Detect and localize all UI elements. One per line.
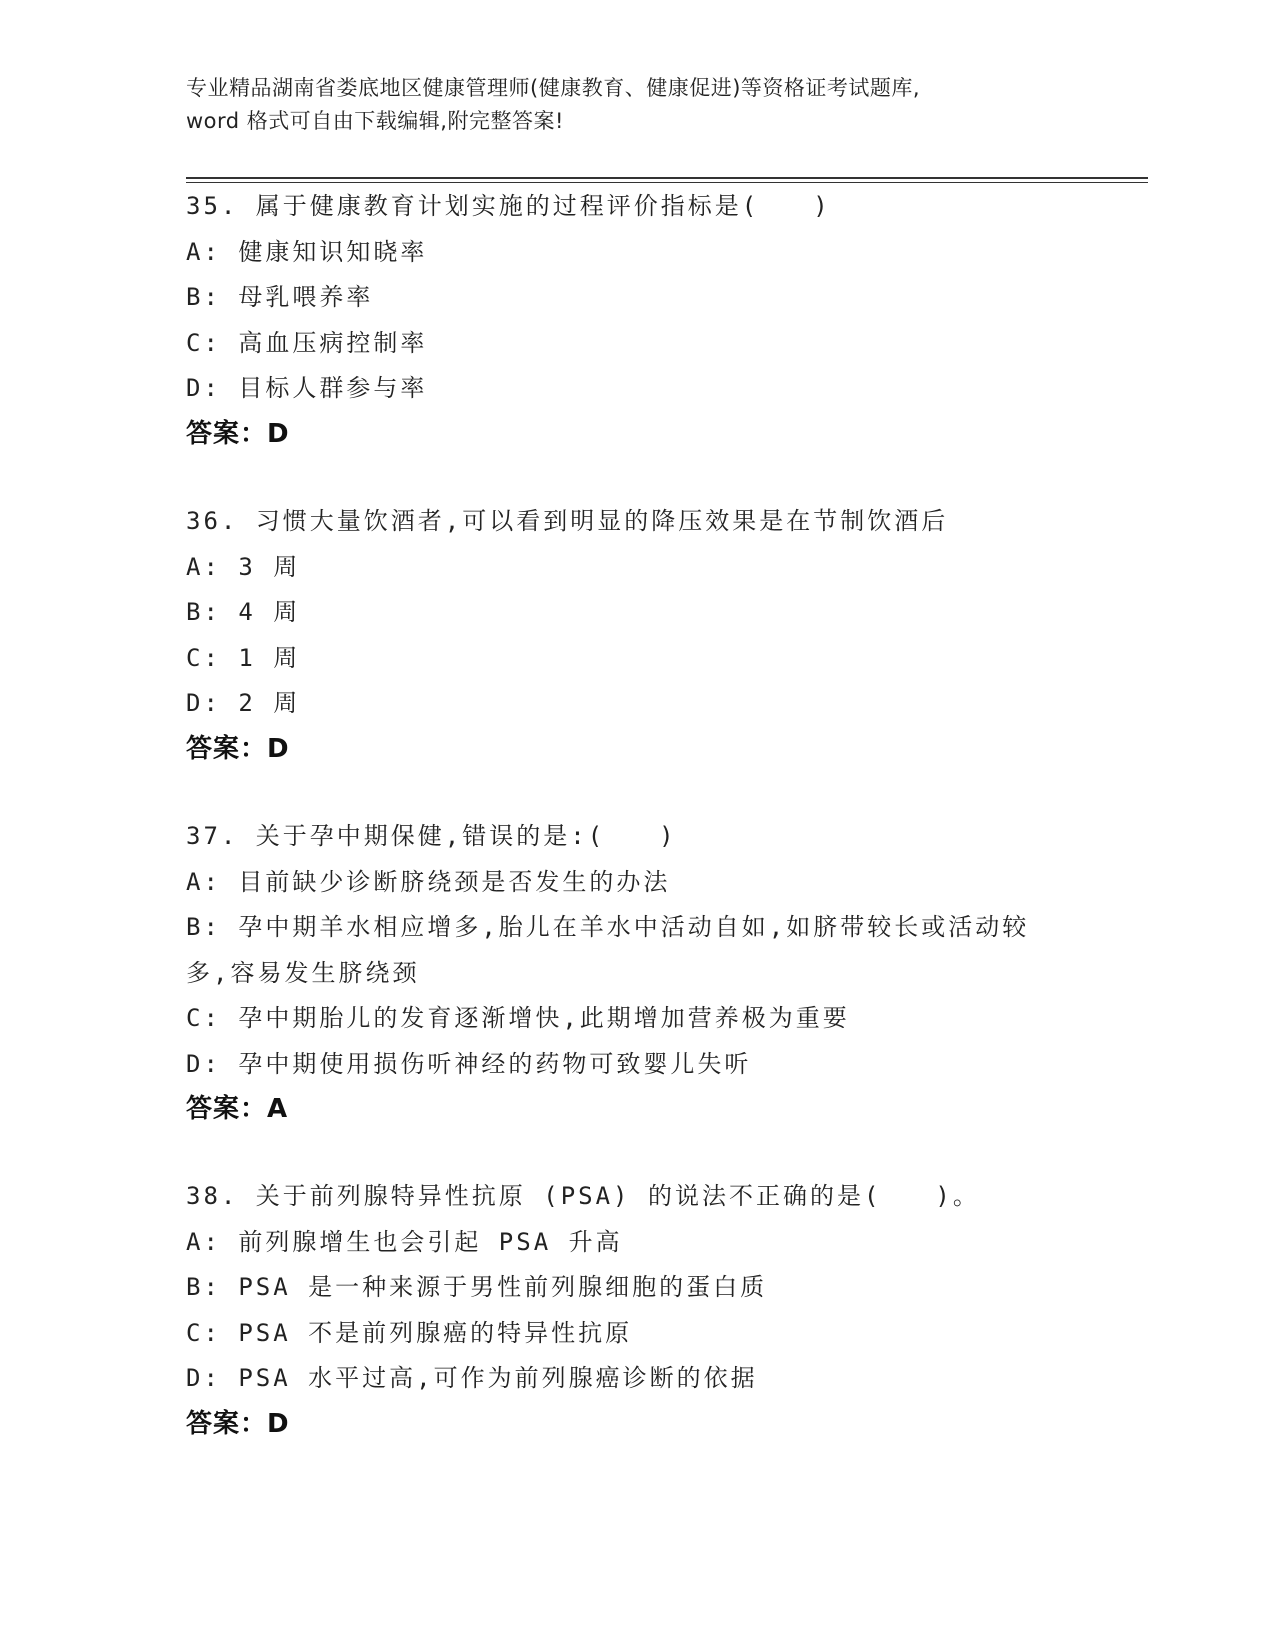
header-line-2: word 格式可自由下载编辑,附完整答案! (186, 109, 564, 133)
question-stem: 36. 习惯大量饮酒者,可以看到明显的降压效果是在节制饮酒后 (186, 507, 949, 535)
option-d: D: 目标人群参与率 (186, 374, 428, 402)
option-b-continued: 多,容易发生脐绕颈 (186, 958, 420, 987)
option-c: C: PSA 不是前列腺癌的特异性抗原 (186, 1318, 633, 1347)
option-a: A: 健康知识知晓率 (186, 237, 428, 266)
question-37 (186, 814, 1086, 1133)
header-divider-thin (186, 182, 1148, 183)
option-c: C: 1 周 (186, 643, 301, 672)
question-35 (186, 184, 1086, 457)
document-header (186, 72, 1086, 138)
answer-label: 答案：A (186, 1094, 289, 1124)
header-line-1: 专业精品湖南省娄底地区健康管理师(健康教育、健康促进)等资格证考试题库, (186, 76, 921, 100)
option-b: B: 孕中期羊水相应增多,胎儿在羊水中活动自如,如脐带较长或活动较 (186, 913, 1030, 941)
option-b: B: PSA 是一种来源于男性前列腺细胞的蛋白质 (186, 1273, 768, 1301)
answer-label: 答案：D (186, 418, 290, 449)
option-c: C: 高血压病控制率 (186, 328, 428, 357)
option-a: A: 前列腺增生也会引起 PSA 升高 (186, 1227, 623, 1256)
option-d: D: 孕中期使用损伤听神经的药物可致婴儿失听 (186, 1049, 752, 1078)
option-a: A: 目前缺少诊断脐绕颈是否发生的办法 (186, 867, 671, 896)
option-b: B: 4 周 (186, 598, 301, 626)
question-stem: 38. 关于前列腺特异性抗原 (PSA) 的说法不正确的是( )。 (186, 1182, 980, 1210)
question-38 (186, 1174, 1086, 1447)
question-stem: 37. 关于孕中期保健,错误的是:( ) (186, 822, 677, 850)
answer-label: 答案：D (186, 1408, 290, 1439)
answer-label: 答案：D (186, 733, 290, 764)
header-divider-thick (186, 177, 1148, 179)
option-d: D: PSA 水平过高,可作为前列腺癌诊断的依据 (186, 1364, 758, 1392)
option-d: D: 2 周 (186, 689, 301, 717)
question-36 (186, 499, 1086, 772)
option-a: A: 3 周 (186, 552, 301, 581)
option-c: C: 孕中期胎儿的发育逐渐增快,此期增加营养极为重要 (186, 1004, 850, 1032)
option-b: B: 母乳喂养率 (186, 283, 374, 311)
question-stem: 35. 属于健康教育计划实施的过程评价指标是( ) (186, 192, 831, 220)
